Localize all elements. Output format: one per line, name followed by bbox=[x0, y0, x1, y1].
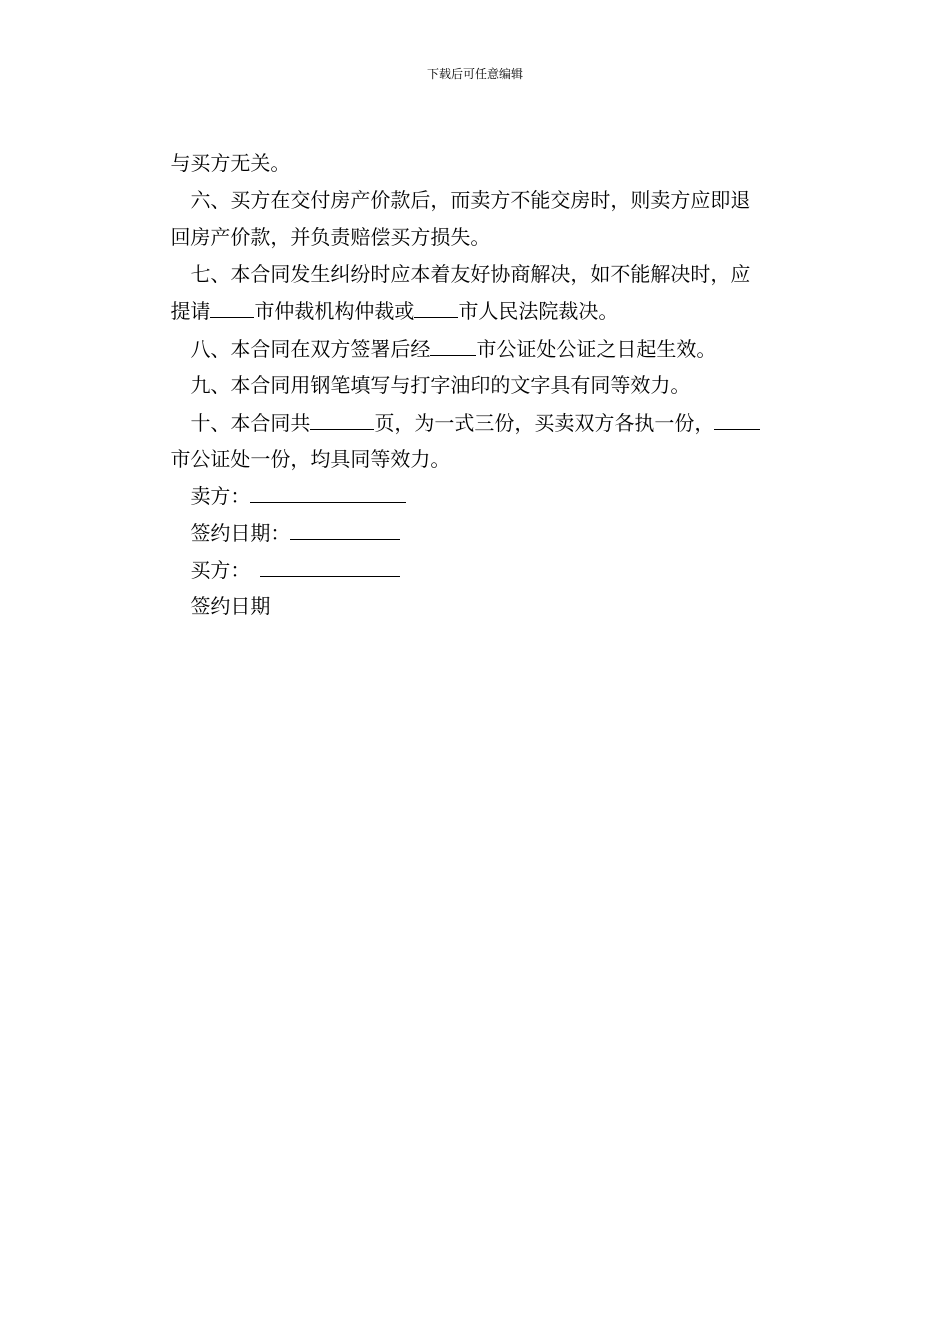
seller-label: 卖方： bbox=[190, 484, 251, 508]
paragraph-line bbox=[165, 383, 760, 435]
page-header-note: 下载后可任意编辑 bbox=[426, 67, 523, 81]
line-text: 六、买方在交付房产价款后，而卖方不能交房时，则卖方应即退 bbox=[190, 188, 751, 212]
line-text: 十、本合同共 bbox=[190, 411, 311, 435]
notary-copy-city-blank bbox=[714, 409, 760, 430]
paragraph-line bbox=[145, 271, 619, 323]
buyer-label: 买方： bbox=[190, 558, 251, 582]
paragraph-line bbox=[165, 346, 691, 397]
seller-date-label: 签约日期： bbox=[190, 521, 291, 545]
paragraph-line bbox=[145, 420, 451, 471]
seller-signature-line bbox=[165, 456, 406, 508]
buyer-date-label: 签约日期 bbox=[190, 594, 271, 618]
line-text: 市人民法院裁决。 bbox=[458, 299, 619, 323]
line-text: 七、本合同发生纠纷时应本着友好协商解决，如不能解决时，应 bbox=[190, 262, 751, 286]
line-text: 市公证处公证之日起生效。 bbox=[476, 337, 717, 361]
buyer-signature-line bbox=[165, 530, 400, 582]
line-text: 页，为一式三份，买卖双方各执一份， bbox=[374, 411, 715, 435]
paragraph-line bbox=[145, 124, 291, 175]
buyer-signature-blank bbox=[260, 556, 400, 577]
line-text: 提请 bbox=[170, 299, 211, 323]
line-text: 九、本合同用钢笔填写与打字油印的文字具有同等效力。 bbox=[190, 373, 691, 397]
seller-date-line bbox=[165, 493, 400, 545]
paragraph-line bbox=[165, 309, 717, 361]
line-text: 市公证处一份，均具同等效力。 bbox=[170, 447, 451, 471]
buyer-date-line bbox=[165, 567, 271, 618]
paragraph-line bbox=[165, 161, 751, 212]
line-text: 八、本合同在双方签署后经 bbox=[190, 337, 431, 361]
paragraph-line bbox=[145, 198, 491, 249]
line-text: 市仲裁机构仲裁或 bbox=[254, 299, 415, 323]
line-text: 回房产价款，并负责赔偿买方损失。 bbox=[170, 225, 491, 249]
line-text: 与买方无关。 bbox=[170, 151, 291, 175]
paragraph-line bbox=[165, 235, 751, 286]
